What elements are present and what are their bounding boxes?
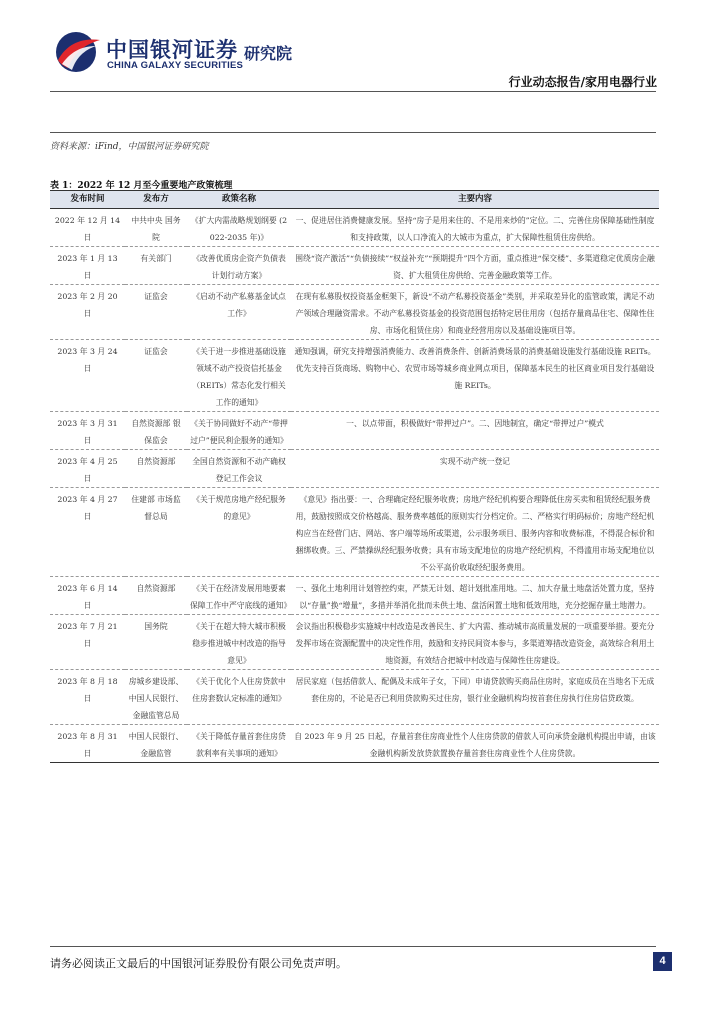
source-note: 资料来源：iFind，中国银河证券研究院 xyxy=(50,142,209,152)
date-cell: 2023 年 1 月 13 日 xyxy=(50,247,125,285)
table-row xyxy=(50,285,659,340)
issuer-cell: 有关部门 xyxy=(125,247,187,285)
table-row xyxy=(50,340,659,412)
content-cell: 通知强调，研究支持增强消费能力、改善消费条件、创新消费场景的消费基础设施发行基础设施 REITs。优先支持百货商场、购物中心、农贸市场等城乡商业网点项目，保障基本民生的社区商业项目发行基础设施 REITs。 xyxy=(291,340,659,412)
policy-cell: 《启动不动产私募基金试点工作》 xyxy=(187,285,291,340)
content-cell: 一、以点带面，积极做好“带押过户”。二、因地制宜，确定“带押过户”模式 xyxy=(291,412,659,450)
column-header: 发布时间 xyxy=(50,191,125,209)
table-row xyxy=(50,615,659,670)
policy-cell: 《扩大内需战略规划纲要 (2022-2035 年)》 xyxy=(187,209,291,247)
footer-divider xyxy=(50,946,656,947)
policy-cell: 《关于降低存量首套住房贷款利率有关事项的通知》 xyxy=(187,725,291,763)
page-number: 4 xyxy=(653,952,672,971)
header-divider xyxy=(50,91,656,92)
issuer-cell: 自然资源部 xyxy=(125,450,187,488)
policy-cell: 《改善优质房企资产负债表计划行动方案》 xyxy=(187,247,291,285)
table-row xyxy=(50,725,659,763)
disclaimer-link[interactable]: 请务必阅读正文最后的中国银河证券股份有限公司免责声明。 xyxy=(50,957,347,970)
content-cell: 《意见》指出要：一、合理确定经纪服务收费；房地产经纪机构要合理降低住房买卖和租赁经纪服务费用，鼓励按照成交价格越高、服务费率越低的原则实行分档定价。二、严格实行明码标价；房地产经纪机构应当在经营门店、网站、客户端等场所或渠道，公示服务项目、服务内容和收费标准，不得混合标价和捆绑收费。三、严禁操纵经纪服务收费；具有市场支配地位的房地产经纪机构，不得滥用市场支配地位以不公平高价收取经纪服务费用。 xyxy=(291,488,659,577)
policy-cell: 《关于规范房地产经纪服务的意见》 xyxy=(187,488,291,577)
brand-name-en: CHINA GALAXY SECURITIES xyxy=(107,60,244,71)
table-title: 表 1：2022 年 12 月至今重要地产政策梳理 xyxy=(50,181,233,191)
content-cell: 在现有私募股权投资基金框架下，新设“不动产私募投资基金”类别，并采取差异化的监管政策，满足不动产领域合理融资需求。不动产私募投资基金的投资范围包括特定居住用房（包括存量商品住宅、保障性住房、市场化租赁住房）和商业经营用房以及基础设施项目等。 xyxy=(291,285,659,340)
section-divider xyxy=(50,132,656,133)
issuer-cell: 住建部 市场监督总局 xyxy=(125,488,187,577)
date-cell: 2023 年 6 月 14 日 xyxy=(50,577,125,615)
date-cell: 2023 年 2 月 20 日 xyxy=(50,285,125,340)
column-header: 发布方 xyxy=(125,191,187,209)
table-row xyxy=(50,247,659,285)
content-cell: 会议指出积极稳步实施城中村改造是改善民生、扩大内需、推动城市高质量发展的一项重要举措。要充分发挥市场在资源配置中的决定性作用，鼓励和支持民间资本参与，多渠道筹措改造资金，高效综合利用土地资源，有效结合把城中村改造与保障性住房建设。 xyxy=(291,615,659,670)
policy-cell: 《关于协同做好不动产“带押过户”便民利企服务的通知》 xyxy=(187,412,291,450)
issuer-cell: 房城乡建设部、中国人民银行、金融监管总局 xyxy=(125,670,187,725)
policy-cell: 《关于进一步推进基础设施领域不动产投资信托基金（REITs）常态化发行相关工作的通知》 xyxy=(187,340,291,412)
date-cell: 2023 年 3 月 31 日 xyxy=(50,412,125,450)
column-header: 政策名称 xyxy=(187,191,291,209)
date-cell: 2023 年 4 月 27 日 xyxy=(50,488,125,577)
brand-name-cn: 中国银河证券 xyxy=(106,38,238,62)
date-cell: 2023 年 8 月 31 日 xyxy=(50,725,125,763)
date-cell: 2023 年 7 月 21 日 xyxy=(50,615,125,670)
report-type: 行业动态报告/家用电器行业 xyxy=(508,75,657,89)
table-row xyxy=(50,412,659,450)
date-cell: 2022 年 12 月 14 日 xyxy=(50,209,125,247)
content-cell: 一、强化土地利用计划管控约束，严禁无计划、超计划批准用地。二、加大存量土地盘活处置力度，坚持以“存量”换“增量”，多措并举消化批而未供土地、盘活闲置土地和低效用地，充分挖掘存量土地潜力。 xyxy=(291,577,659,615)
issuer-cell: 中国人民银行、金融监管 xyxy=(125,725,187,763)
issuer-cell: 证监会 xyxy=(125,340,187,412)
column-header: 主要内容 xyxy=(291,191,659,209)
policy-table xyxy=(50,190,659,763)
issuer-cell: 国务院 xyxy=(125,615,187,670)
content-cell: 自 2023 年 9 月 25 日起，存量首套住房商业性个人住房贷款的借款人可向承贷金融机构提出申请，由该金融机构新发放贷款置换存量首套住房商业性个人住房贷款。 xyxy=(291,725,659,763)
issuer-cell: 中共中央 国务院 xyxy=(125,209,187,247)
table-row xyxy=(50,670,659,725)
date-cell: 2023 年 8 月 18 日 xyxy=(50,670,125,725)
table-row xyxy=(50,450,659,488)
table-header-row xyxy=(50,191,659,209)
galaxy-logo-icon xyxy=(50,30,102,74)
issuer-cell: 自然资源部 xyxy=(125,577,187,615)
policy-cell: 《关于在经济发展用地要素保障工作中严守底线的通知》 xyxy=(187,577,291,615)
content-cell: 居民家庭（包括借款人、配偶及未成年子女，下同）申请贷款购买商品住房时，家庭成员在当地名下无成套住房的，不论是否已利用贷款购买过住房，银行业金融机构均按首套住房执行住房信贷政策。 xyxy=(291,670,659,725)
content-cell: 一、促进居住消费健康发展。坚持“房子是用来住的、不是用来炒的”定位。二、完善住房保障基础性制度和支持政策，以人口净流入的大城市为重点，扩大保障性租赁住房供给。 xyxy=(291,209,659,247)
table-row xyxy=(50,577,659,615)
content-cell: 围绕“资产激活”“负债接续”“权益补充”“预期提升”四个方面，重点推进“保交楼”、多渠道稳定优质房企融资、扩大租赁住房供给、完善金融政策等工作。 xyxy=(291,247,659,285)
date-cell: 2023 年 3 月 24 日 xyxy=(50,340,125,412)
table-row xyxy=(50,209,659,247)
issuer-cell: 自然资源部 银保监会 xyxy=(125,412,187,450)
date-cell: 2023 年 4 月 25 日 xyxy=(50,450,125,488)
issuer-cell: 证监会 xyxy=(125,285,187,340)
table-row xyxy=(50,488,659,577)
policy-cell: 《关于在超大特大城市积极稳步推进城中村改造的指导意见》 xyxy=(187,615,291,670)
content-cell: 实现不动产统一登记 xyxy=(291,450,659,488)
policy-cell: 全国自然资源和不动产确权登记工作会议 xyxy=(187,450,291,488)
policy-cell: 《关于优化个人住房贷款中住房套数认定标准的通知》 xyxy=(187,670,291,725)
institute-label: 研究院 xyxy=(244,44,293,63)
